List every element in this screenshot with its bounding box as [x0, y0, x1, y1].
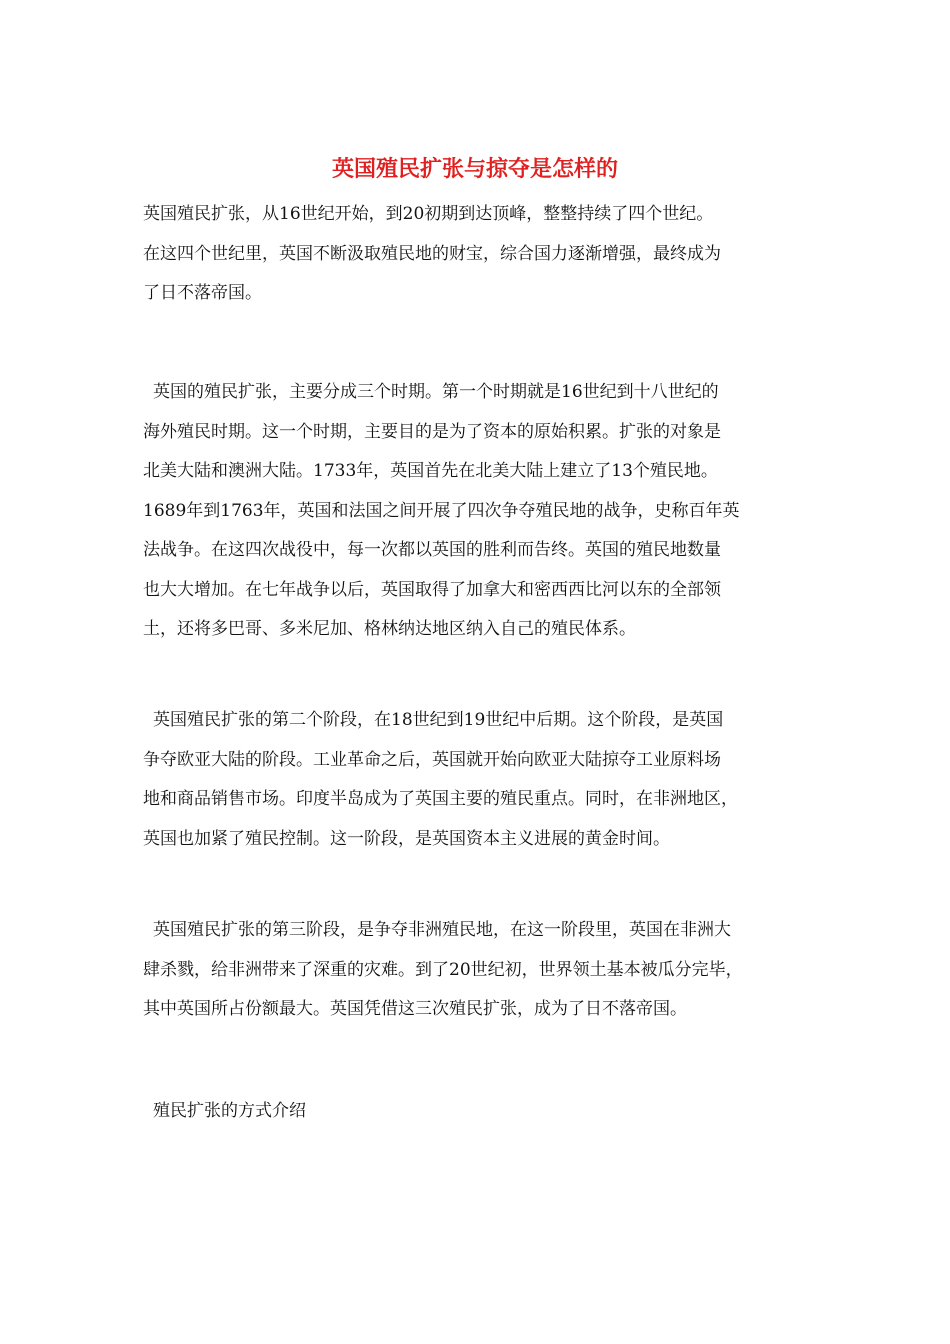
paragraph-intro [143, 195, 808, 314]
paragraph-first-period [143, 373, 808, 650]
paragraph-line: 英国殖民扩张，从16世纪开始，到20初期到达顶峰，整整持续了四个世纪。 [143, 204, 714, 224]
paragraph-line: 争夺欧亚大陆的阶段。工业革命之后，英国就开始向欧亚大陆掠夺工业原料场 [143, 749, 721, 770]
paragraph-third-stage [143, 911, 808, 1030]
page-title: 英国殖民扩张与掠夺是怎样的 [331, 156, 618, 182]
paragraph-line: 了日不落帝国。 [143, 283, 262, 303]
paragraph-line: 1689年到1763年，英国和法国之间开展了四次争夺殖民地的战争，史称百年英 [143, 500, 740, 521]
paragraph-line: 法战争。在这四次战役中，每一次都以英国的胜利而告终。英国的殖民地数量 [143, 540, 721, 560]
paragraph-line: 英国殖民扩张的第三阶段，是争夺非洲殖民地，在这一阶段里，英国在非洲大 [153, 920, 731, 940]
paragraph-line: 殖民扩张的方式介绍 [153, 1101, 306, 1121]
paragraph-second-stage [143, 701, 808, 859]
paragraph-line: 北美大陆和澳洲大陆。1733年，英国首先在北美大陆上建立了13个殖民地。 [143, 461, 718, 481]
section-heading-methods [143, 1092, 808, 1132]
paragraph-line: 肆杀戮，给非洲带来了深重的灾难。到了20世纪初，世界领土基本被瓜分完毕， [143, 959, 743, 980]
paragraph-line: 也大大增加。在七年战争以后，英国取得了加拿大和密西西比河以东的全部领 [143, 579, 721, 600]
paragraph-line: 土，还将多巴哥、多米尼加、格林纳达地区纳入自己的殖民体系。 [143, 619, 636, 639]
paragraph-line: 英国也加紧了殖民控制。这一阶段，是英国资本主义进展的黄金时间。 [143, 828, 670, 849]
paragraph-line: 地和商品销售市场。印度半岛成为了英国主要的殖民重点。同时，在非洲地区， [143, 789, 738, 809]
paragraph-line: 在这四个世纪里，英国不断汲取殖民地的财宝，综合国力逐渐增强，最终成为 [143, 243, 721, 264]
paragraph-line: 英国的殖民扩张，主要分成三个时期。第一个时期就是16世纪到十八世纪的 [153, 382, 719, 402]
paragraph-line: 其中英国所占份额最大。英国凭借这三次殖民扩张，成为了日不落帝国。 [143, 999, 687, 1019]
paragraph-line: 海外殖民时期。这一个时期，主要目的是为了资本的原始积累。扩张的对象是 [143, 421, 721, 442]
paragraph-line: 英国殖民扩张的第二个阶段，在18世纪到19世纪中后期。这个阶段，是英国 [153, 710, 724, 730]
